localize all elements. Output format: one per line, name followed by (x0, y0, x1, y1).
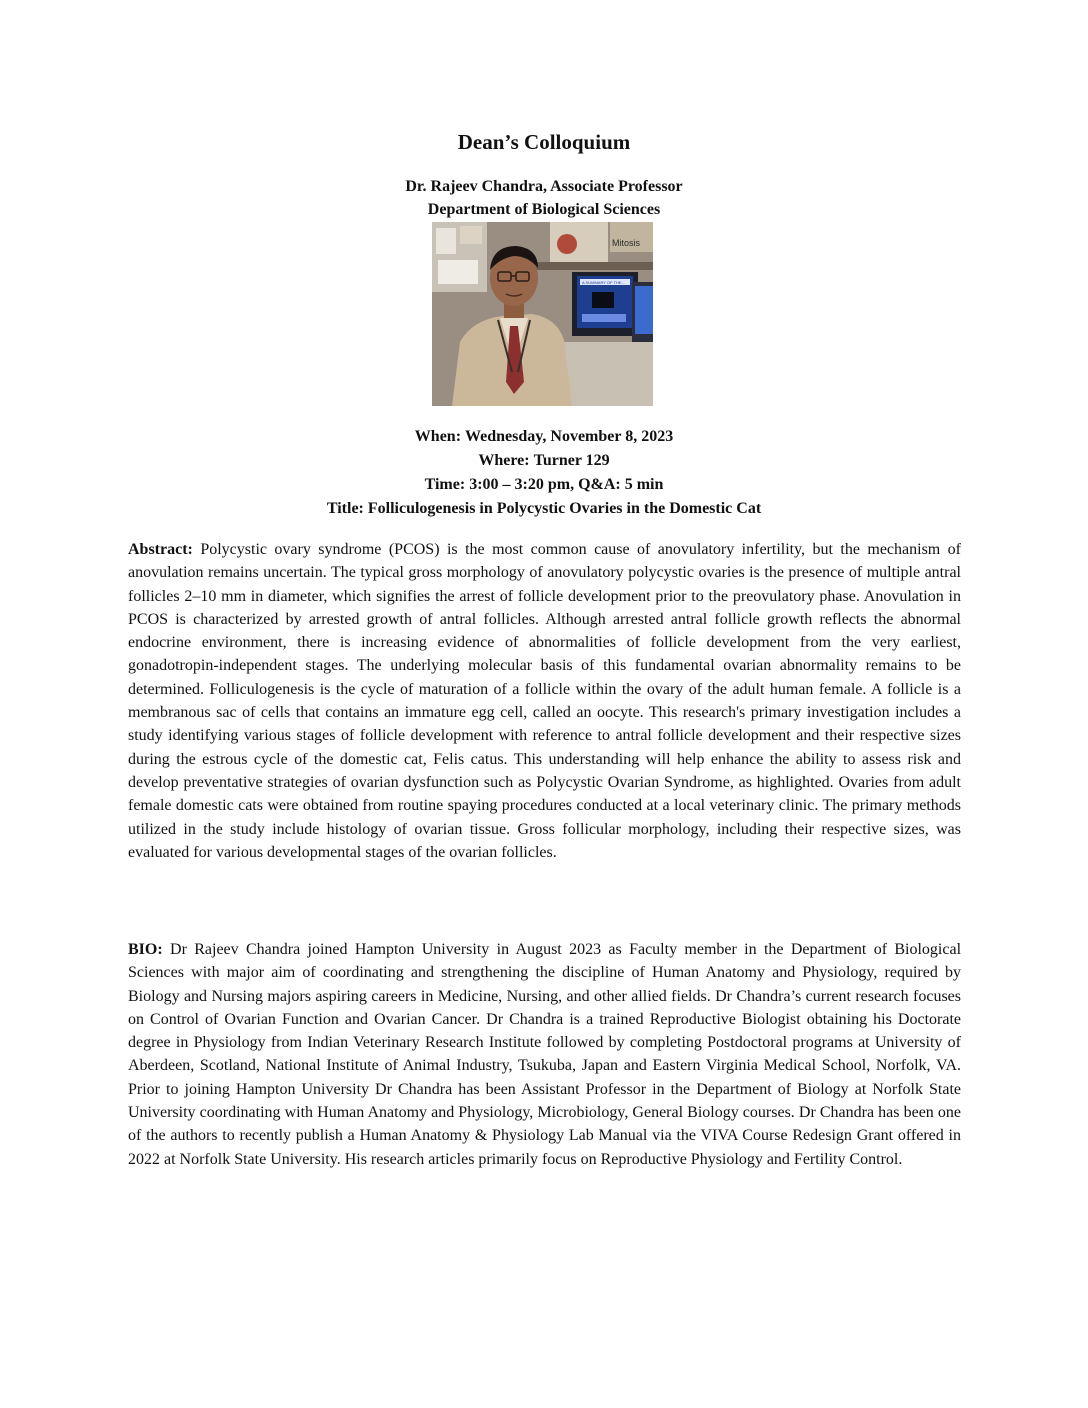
event-details (0, 425, 1088, 521)
time-label: Time: (424, 476, 466, 493)
speaker-photo-illustration (432, 222, 653, 406)
page-title: Dean’s Colloquium (457, 130, 631, 154)
event-where (0, 449, 1088, 473)
speaker-block (0, 175, 1088, 221)
poster-text: Mitosis (612, 238, 641, 248)
bio-text: Dr Rajeev Chandra joined Hampton University in August 2023 as Faculty member in the Department of Biological Sciences with major aim of coordinating and strengthening the discipline of Human Anatomy and Physiology, required by Biology and Nursing majors aspiring careers in Medicine, Nursing, and other allied fields. Dr Chandra’s current research focuses on Control of Ovarian Function and Ovarian Cancer. Dr Chandra is a trained Reproductive Biologist obtaining his Doctorate degree in Physiology from Indian Veterinary Research Institute followed by completing Postdoctoral programs at University of Aberdeen, Scotland, National Institute of Animal Industry, Tsukuba, Japan and Eastern Virginia Medical School, Norfolk, VA. Prior to joining Hampton University Dr Chandra has been Assistant Professor in the Department of Biology at Norfolk State University coordinating with Human Anatomy and Physiology, Microbiology, General Biology courses. Dr Chandra has been one of the authors to recently publish a Human Anatomy & Physiology Lab Manual via the VIVA Course Redesign Grant offered in 2022 at Norfolk State University. His research articles primarily focus on Reproductive Physiology and Fertility Control. (128, 941, 962, 1168)
when-value: Wednesday, November 8, 2023 (465, 428, 674, 445)
abstract-label: Abstract: (128, 541, 193, 558)
abstract-paragraph (128, 538, 961, 864)
event-when (0, 425, 1088, 449)
event-time (0, 473, 1088, 497)
where-label: Where: (478, 452, 530, 469)
screen-text: A SUMMARY OF THE... (582, 280, 625, 285)
where-value: Turner 129 (533, 452, 610, 469)
talk-title-value: Folliculogenesis in Polycystic Ovaries in the Domestic Cat (367, 500, 762, 517)
department-name: Department of Biological Sciences (427, 201, 661, 218)
bio-paragraph (128, 938, 961, 1171)
speaker-photo (432, 222, 653, 406)
speaker-name: Dr. Rajeev Chandra, Associate Professor (405, 178, 683, 195)
talk-title-label: Title: (326, 500, 364, 517)
abstract-text: Polycystic ovary syndrome (PCOS) is the most common cause of anovulatory infertility, but the mechanism of anovulation remains uncertain. The typical gross morphology of anovulatory polycystic ovaries is the presence of multiple antral follicles 2–10 mm in diameter, which signifies the arrest of follicle development prior to the preovulatory phase. Anovulation in PCOS is characterized by arrested growth of antral follicles. Although arrested antral follicle growth reflects the abnormal endocrine environment, there is increasing evidence of abnormalities of follicle development from the very earliest, gonadotropin-independent stages. The underlying molecular basis of this fundamental ovarian abnormality remains to be determined. Folliculogenesis is the cycle of maturation of a follicle within the ovary of the adult human female. A follicle is a membranous sac of cells that contains an immature egg cell, called an oocyte. This research's primary investigation includes a study identifying various stages of follicle development with reference to antral follicle development and their respective sizes during the estrous cycle of the domestic cat, Felis catus. This understanding will help enhance the ability to assess risk and develop preventative strategies of ovarian dysfunction such as Polycystic Ovarian Syndrome, as highlighted. Ovaries from adult female domestic cats were obtained from routine spaying procedures conducted at a local veterinary clinic. The primary methods utilized in the study include histology of ovarian tissue. Gross follicular morphology, including their respective sizes, was evaluated for various developmental stages of the ovarian follicles. (128, 541, 962, 861)
when-label: When: (414, 428, 462, 445)
time-value: 3:00 – 3:20 pm, Q&A: 5 min (469, 476, 664, 493)
bio-label: BIO: (128, 941, 163, 958)
event-talk-title (0, 497, 1088, 521)
